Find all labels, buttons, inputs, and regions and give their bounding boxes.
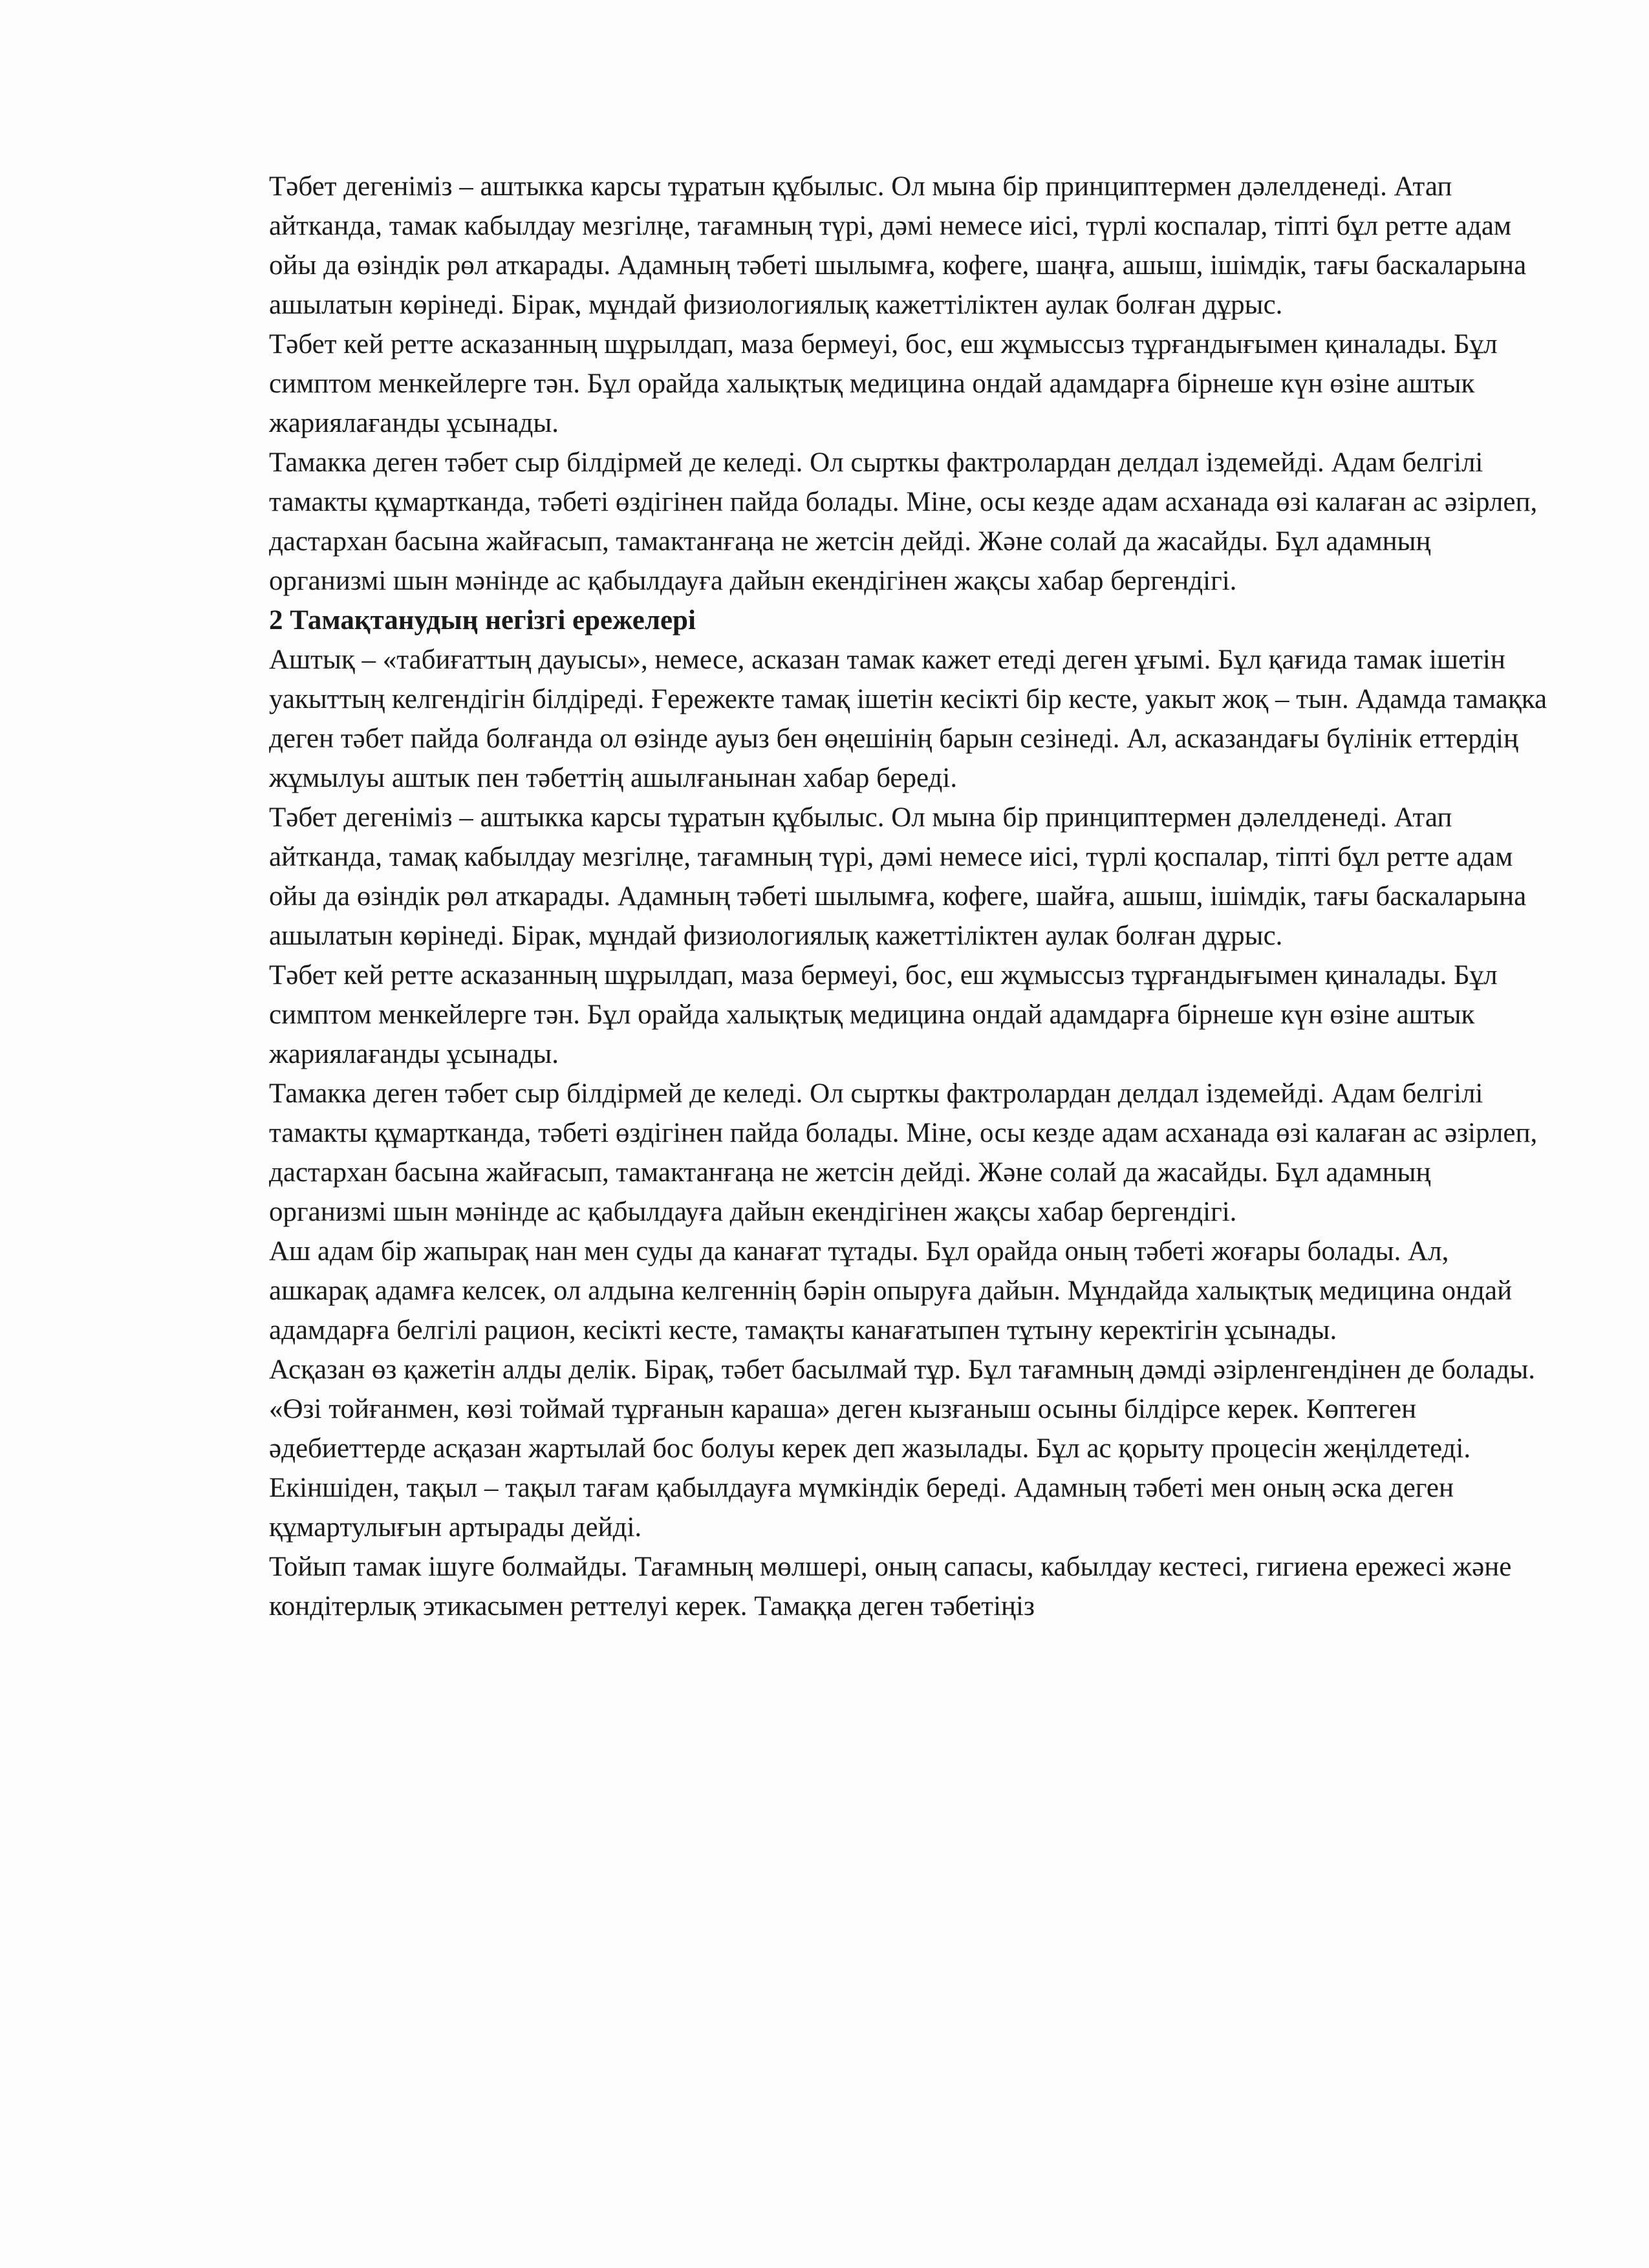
paragraph-4: Аштық – «табиғаттың дауысы», немесе, асказан тамак кажет етеді деген ұғымі. Бұл қағида тамак ішетін уакыттың келгендігін білдіреді. Ғережекте тамақ ішетін кесікті бір кесте, уакыт жоқ – тын. Адамда тамақка деген тәбет пайда болғанда ол өзінде ауыз бен өңешінің барын сезінеді. Ал, асказандағы бүлінік еттердің жұмылуы аштык пен тәбеттің ашылғанынан хабар береді. <box>269 645 1547 793</box>
paragraph-3: Тамакка деген тәбет сыр білдірмей де келеді. Ол сырткы фактролардан делдал іздемейді. Адам белгілі тамакты құмартканда, тәбеті өздігінен пайда болады. Міне, осы кезде адам асханада өзі калаған ас әзірлеп, дастархан басына жайғасып, тамактанғаңа не жетсін дейді. Және солай да жасайды. Бұл адамның организмі шын мәнінде ас қабылдауға дайын екендігінен жақсы хабар бергендігі. <box>269 447 1538 596</box>
paragraph-1: Тәбет дегеніміз – аштыкка карсы тұратын құбылыс. Ол мына бір принциптермен дәлелденеді. Атап айтканда, тамак кабылдау мезгілңе, тағамның түрі, дәмі немесе иісі, түрлі коспалар, тіпті бұл ретте адам ойы да өзіндік рөл аткарады. Адамның тәбеті шылымға, кофеге, шаңға, ашыш, ішімдік, тағы баскаларына ашылатын көрінеді. Бірак, мұндай физиологиялық кажеттіліктен аулак болған дұрыс. <box>269 171 1527 320</box>
document-body <box>269 167 1549 1626</box>
paragraph-7: Тамакка деген тәбет сыр білдірмей де келеді. Ол сырткы фактролардан делдал іздемейді. Адам белгілі тамакты құмартканда, тәбеті өздігінен пайда болады. Міне, осы кезде адам асханада өзі калаған ас әзірлеп, дастархан басына жайғасып, тамактанғаңа не жетсін дейді. Және солай да жасайды. Бұл адамның организмі шын мәнінде ас қабылдауға дайын екендігінен жақсы хабар бергендігі. <box>269 1078 1538 1227</box>
paragraph-10: Тойып тамак ішуге болмайды. Тағамның мөлшері, оның сапасы, кабылдау кестесі, гигиена ережесі және кондітерлық этикасымен реттелуі керек. Тамаққа деген тәбетіңіз <box>269 1552 1512 1621</box>
paragraph-2: Тәбет кей ретте асказанның шұрылдап, маза бермеуі, бос, еш жұмыссыз тұрғандығымен қиналады. Бұл симптом менкейлерге тән. Бұл орайда халықтық медицина ондай адамдарға бірнеше күн өзіне аштык жариялағанды ұсынады. <box>269 329 1498 438</box>
paragraph-8: Аш адам бір жапырақ нан мен суды да канағат тұтады. Бұл орайда оның тәбеті жоғары болады. Ал, ашкарақ адамға келсек, ол алдына келгеннің бәрін опыруға дайын. Мұндайда халықтық медицина ондай адамдарға белгілі рацион, кесікті кесте, тамақты канағатыпен тұтыну керектігін ұсынады. <box>269 1236 1513 1345</box>
paragraph-9: Асқазан өз қажетін алды делік. Бірақ, тәбет басылмай тұр. Бұл тағамның дәмді әзірленгендінен де болады. «Өзі тойғанмен, көзі тоймай тұрғанын караша» деген кызғаныш осыны білдірсе керек. Көптеген әдебиеттерде асқазан жартылай бос болуы керек деп жазылады. Бұл ас қорыту процесін жеңілдетеді. Екіншіден, тақыл – тақыл тағам қабылдауға мүмкіндік береді. Адамның тәбеті мен оның әска деген құмартулығын артырады дейді. <box>269 1354 1535 1543</box>
paragraph-5: Тәбет дегеніміз – аштыкка карсы тұратын құбылыс. Ол мына бір принциптермен дәлелденеді. Атап айтканда, тамақ кабылдау мезгілңе, тағамның түрі, дәмі немесе иісі, түрлі қоспалар, тіпті бұл ретте адам ойы да өзіндік рөл аткарады. Адамның тәбеті шылымға, кофеге, шайға, ашыш, ішімдік, тағы баскаларына ашылатын көрінеді. Бірак, мұндай физиологиялық кажеттіліктен аулак болған дұрыс. <box>269 802 1527 951</box>
section-heading: 2 Тамақтанудың негізгі ережелері <box>269 605 696 636</box>
paragraph-6: Тәбет кей ретте асказанның шұрылдап, маза бермеуі, бос, еш жұмыссыз тұрғандығымен қиналады. Бұл симптом менкейлерге тән. Бұл орайда халықтық медицина ондай адамдарға бірнеше күн өзіне аштык жариялағанды ұсынады. <box>269 960 1498 1069</box>
